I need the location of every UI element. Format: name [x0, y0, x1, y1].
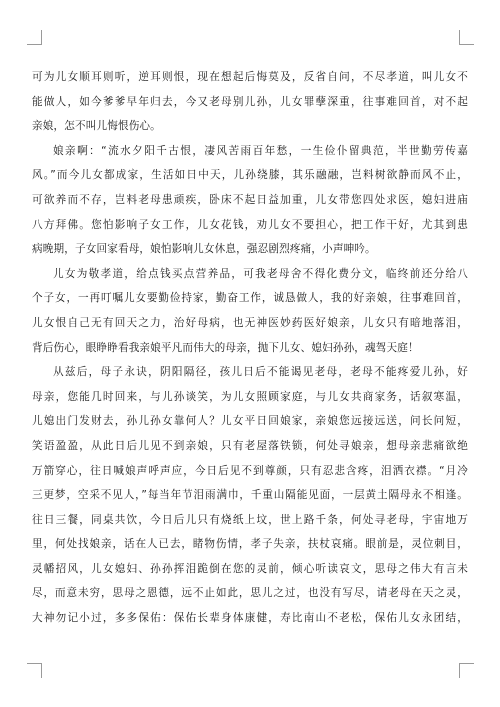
text-line: 儿女为敬孝道，给点钱买点营养品，可我老母舍不得化费分文，临终前还分给八: [53, 267, 468, 280]
text-line: 可为儿女顺耳则听，逆耳则恨，现在想起后悔莫及，反省自问，不尽孝道，叫儿女不: [32, 71, 468, 83]
text-line: 大神勿记小过，多多保佑：保佑长辈身体康健，寿比南山不老松，保佑儿女永团结，: [32, 612, 468, 625]
text-line: 可欲养而不存，岂料老母患顽疾，卧床不起日益加重，儿女带您四处求医，媳妇进庙: [32, 193, 468, 206]
crop-mark-bottom-left: [27, 663, 42, 678]
crop-mark-top-left: [27, 30, 42, 45]
document-body: [32, 65, 468, 631]
text-line: 母亲，您能几时回来，与儿孙谈笑，为儿女照顾家庭，与儿女共商家务，话叙寒温，: [32, 390, 468, 403]
text-line: 尽，而意未穷，思母之恩德，远不止如此，思儿之过，也没有写尽，请老母在天之灵，: [32, 587, 468, 600]
text-line: 儿媳出门发财去，孙儿孙女靠何人？儿女平日回娘家，亲娘您远接远送，问长问短，: [32, 415, 468, 428]
text-line: 亲娘，怎不叫儿悔恨伤心。: [32, 120, 161, 133]
text-line: 往日三餐，同桌共饮，今日后儿只有烧纸上坟，世上路千条，何处寻老母，宇宙地万: [32, 513, 468, 526]
crop-mark-top-right: [459, 30, 474, 45]
text-line: 背后伤心，眼睁睁看我亲娘平凡而伟大的母亲，抛下儿女、媳妇孙孙，魂驾天庭！: [32, 341, 419, 354]
text-line: 儿女恨自己无有回天之力，治好母病，也无神医妙药医好娘亲，儿女只有暗地落泪，: [32, 316, 468, 329]
text-line: 病晚期，子女回家看母，娘怕影响儿女休息，强忍剧烈疼痛，小声呻吟。: [32, 243, 376, 256]
text-line: 风。”而今儿女都成家，生活如日中天，儿孙绕膝，其乐融融，岂料树欲静而风不止，: [32, 169, 468, 182]
text-line: 里，何处找娘亲，话在人已去，睹物伤情，孝子失亲，扶杖哀痛。眼前是，灵位刺目，: [32, 538, 468, 551]
crop-mark-bottom-right: [459, 663, 474, 678]
text-line: 三更梦，空采不见人，”每当年节泪雨满巾，千重山隔能见面，一层黄土隔母永不相逢。: [32, 489, 468, 502]
text-line: 从兹后，母子永诀，阴阳隔径，孩儿日后不能谒见老母，老母不能疼爱儿孙，好: [53, 366, 468, 379]
text-line: 万箭穿心，往日喊娘声呼声应，今日后见不到尊颜，只有忍悲含疼，泪洒衣襟。“月冷: [32, 464, 468, 477]
text-line: 娘亲啊：“流水夕阳千古恨，凄风苦雨百年愁，一生俭仆留典范，半世勤劳传嘉: [53, 144, 468, 157]
text-line: 八方拜佛。您怕影响子女工作，儿女花钱，劝儿女不要担心，把工作干好，尤其到患: [32, 218, 468, 231]
text-line: 能做人，如今爹爹早年归去，今又老母别儿孙，儿女罪孽深重，往事难回首，对不起: [32, 95, 468, 108]
text-line: 笑语盈盈，从此日后儿见不到亲娘，只有老屋落铁锁，何处寻娘亲，想母亲悲痛欲绝: [32, 439, 468, 452]
text-line: 个子女，一再叮嘱儿女要勤俭持家，勤奋工作，诚恳做人，我的好亲娘，往事难回首，: [32, 292, 468, 305]
text-line: 灵幡招风，儿女媳妇、孙孙挥泪跪倒在您的灵前，倾心听读哀文，思母之伟大有言未: [32, 562, 468, 575]
